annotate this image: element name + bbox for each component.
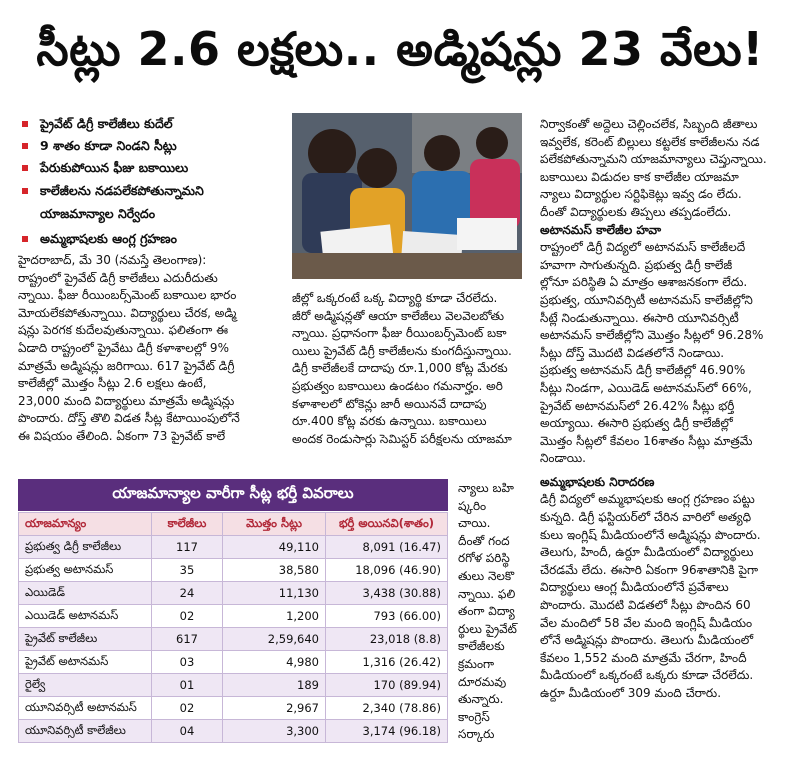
text-line: అటానమస్ కాలేజీల్లోని మొత్తం సీట్లలో 96.28% <box>540 328 764 343</box>
text-line: ఇవ్వలేక, కరెంట్ బిల్లులు కట్టలేక కాలేజీలను నడ <box>540 134 760 149</box>
bullet-square-icon <box>22 121 28 127</box>
table-row: ప్రభుత్వ అటానమస్ 35 38,580 18,096 (46.90) <box>19 559 448 582</box>
text-line: జీల్లో ఒక్కరంటే ఒక్క విద్యార్థి కూడా చేరలేదు. <box>292 291 498 305</box>
table-header-row <box>19 513 448 536</box>
text-line: హవాగా సాగుతున్నది. ప్రభుత్వ డిగ్రీ కాలేజీ <box>540 257 733 272</box>
text-line: చేరడమే లేదు. ఈసారి ఏకంగా 96శాతానికి పైగా <box>540 562 759 577</box>
table-row: ప్రైవేట్ అటానమస్ 03 4,980 1,316 (26.42) <box>19 651 448 674</box>
text-line: న్నాయి. ఫలి <box>458 586 516 601</box>
table-row: యూనివర్సిటీ కాలేజీలు 04 3,300 3,174 (96.18) <box>19 720 448 743</box>
text-line: దీంతో గంద <box>458 533 510 548</box>
text-line: చాయి. <box>458 516 491 531</box>
text-line: యిలు ప్రైవేట్ డిగ్రీ కాలేజీలను కుంగదీస్తున్నాయి. <box>292 343 512 358</box>
text-line: కేవలం 1,552 మంది మాత్రమే చేరగా, హిందీ <box>540 650 747 665</box>
text-line: పొందారు. మొదటి విడతలో సీట్లు పొందిన 60 <box>540 598 751 613</box>
bullet-item-continued: యాజమాన్యాల నిర్వేదం <box>40 206 156 221</box>
text-line: జీరో అడ్మిషన్లతో ఆయా కాలేజీలు వెలవెలబోతు <box>292 308 504 323</box>
text-line: ప్రభుత్వం బకాయిలు ఉండటం గమనార్హం. అరి <box>292 378 503 393</box>
text-line: న్యాలు విద్యార్థుల సర్టిఫికెట్లు ఇవ్వ డం లేదు. <box>540 187 742 202</box>
text-line: తులు నెలకొ <box>458 568 515 583</box>
bullet-square-icon <box>22 165 28 171</box>
text-line: తెలుగు, హిందీ, ఉర్దూ మీడియంలో విద్యార్థులు <box>540 545 754 560</box>
text-line: న్నాయి. ప్రధానంగా ఫీజు రీయింబర్స్‌మెంట్ బకా <box>292 326 507 341</box>
table-row: ప్రైవేట్ కాలేజీలు 617 2,59,640 23,018 (8.8) <box>19 628 448 651</box>
text-line: తంగా విద్యా <box>458 604 515 619</box>
text-line: సీట్లే నిండుతున్నాయి. ఈసారి యూనివర్సిటీ <box>540 310 739 325</box>
text-line: హైదరాబాద్, మే 30 (నమస్తే తెలంగాణ): <box>18 253 207 267</box>
bullet-square-icon <box>22 143 28 149</box>
bullet-item: అమ్మభాషలకు ఆంగ్ల గ్రహణం <box>22 231 272 247</box>
text-line: ష్కరిం <box>458 498 487 513</box>
text-line: కాలేజీలకు <box>458 639 505 654</box>
text-line: కళాశాలలో టోకెన్లు జారీ అయినవే దాదాపు <box>292 396 487 411</box>
text-line: క్రమంగా <box>458 656 495 671</box>
text-line: పొందారు. దోస్త్ తొలి విడత సీట్ల కేటాయింపులోనే <box>18 411 240 426</box>
text-line: డిగ్రీ కాలేజీలకే దాదాపు రూ.1,000 కోట్ల మేరకు <box>292 361 508 376</box>
text-line: రగోళ పరిస్థి <box>458 551 510 566</box>
text-line: బకాయిలు విడుదల కాక కాలేజీల యాజమా <box>540 169 739 184</box>
text-line: 23,000 మంది విద్యార్థులు మాత్రమే అడ్మిషన్లు <box>18 393 235 408</box>
text-line: మాత్రమే అడ్మిషన్లు జరిగాయి. 617 ప్రైవేట్ డిగ్రీ <box>18 358 235 373</box>
article-column-3 <box>540 116 785 703</box>
table-row: ఎయిడెడ్ అటానమస్ 02 1,200 793 (66.00) <box>19 605 448 628</box>
text-line: షన్లు పెరగక కుదేలవుతున్నాయి. ఫలితంగా ఈ <box>18 323 228 338</box>
table-row: యూనివర్సిటీ అటానమస్ 02 2,967 2,340 (78.86) <box>19 697 448 720</box>
table-row: రైల్వే 01 189 170 (89.94) <box>19 674 448 697</box>
headline: సీట్లు 2.6 లక్షలు.. అడ్మిషన్లు 23 వేలు! <box>36 22 764 76</box>
subheading-autonomous: అటానమస్ కాలేజీల హవా <box>540 222 662 237</box>
text-line: కులు ఇంగ్లిష్ మీడియంలోనే అడ్మిషన్లు పొందారు. <box>540 527 761 542</box>
text-line: ల్లోనూ పరిస్థితి ఏ మాత్రం ఆశాజనకంగా లేదు. <box>540 275 748 290</box>
text-line: ప్రైవేట్ అటానమస్‌లో 26.42% సీట్లు భర్తీ <box>540 398 735 413</box>
text-line: వేల మందిలో 58 వేల మంది ఇంగ్లిష్ మీడియం <box>540 615 753 630</box>
text-line: న్యాలు బహి <box>458 481 514 495</box>
text-line: సీట్లు దోస్త్ మొదటి విడతలోనే నిండాయి. <box>540 345 725 360</box>
text-line: ప్రభుత్వ, యూనివర్సిటీ అటానమస్ కాలేజీల్లోని <box>540 292 753 307</box>
text-line: న్నాయి. ఫీజు రీయింబర్స్‌మెంట్ బకాయిల భారం <box>18 288 237 303</box>
text-line: లోనే అడ్మిషన్లు పొందారు. తెలుగు మీడియంలో <box>540 633 754 648</box>
bullet-item: 9 శాతం కూడా నిండని సీట్లు <box>22 138 272 154</box>
text-line: తున్నారు. <box>458 692 504 707</box>
text-line: విద్యార్థులు ఆంగ్ల మీడియంలోనే ప్రవేశాలు <box>540 580 729 595</box>
text-line: కాంగ్రెస్ <box>458 709 490 724</box>
text-line: సర్కారు <box>458 727 495 742</box>
text-line: మోయలేకపోతున్నాయి. విద్యార్థులు చేరక, అడ్మి <box>18 305 237 320</box>
students-photo <box>292 113 522 279</box>
article-column-1 <box>18 252 286 446</box>
text-line: రాష్ట్రంలో ప్రైవేట్ డిగ్రీ కాలేజీలు ఎదురీదుతు <box>18 270 218 285</box>
text-line: మీడియంలో ఒక్కరంటే ఒక్కరు కూడా చేరలేదు. <box>540 668 754 683</box>
bullet-item: కాలేజీలను నడపలేకపోతున్నామని <box>22 183 272 199</box>
text-line: ప్రభుత్వ అటానమస్ డిగ్రీ కాలేజీల్లో 46.90% <box>540 363 746 378</box>
article-column-2-narrow <box>458 480 536 744</box>
text-line: ఉర్దూ మీడియంలో 309 మంది చేరారు. <box>540 686 722 700</box>
text-line: ఈ విషయం తేలింది. ఏకంగా 73 ప్రైవేట్ కాలే <box>18 428 226 443</box>
header-colleges: కాలేజీలు <box>152 513 223 536</box>
seats-table <box>18 512 448 743</box>
bullet-item: పేరుకుపోయిన ఫీజు బకాయిలు <box>22 160 272 176</box>
text-line: అందక రెండుసార్లు సెమిస్టర్ పరీక్షలను యాజమా <box>292 431 512 446</box>
table-row: ఎయిడెడ్ 24 11,130 3,438 (30.88) <box>19 582 448 605</box>
text-line: డిగ్రీ విద్యలో అమ్మభాషలకు ఆంగ్ల గ్రహణం పట్టు <box>540 492 755 507</box>
text-line: రాష్ట్రంలో డిగ్రీ విద్యలో అటానమస్ కాలేజీలదే <box>540 240 746 255</box>
text-line: దీంతో విద్యార్థులకు తిప్పలు తప్పడంలేదు. <box>540 204 732 219</box>
article-column-2 <box>292 290 528 448</box>
header-filled: భర్తీ అయినవి(శాతం) <box>326 513 448 536</box>
text-line: పలేకపోతున్నామని యాజమాన్యాలు చెప్తున్నాయి. <box>540 152 767 167</box>
subheading-mother-tongue: అమ్మభాషలకు నిరాదరణ <box>540 474 655 489</box>
text-line: కాలేజీల్లో మొత్తం సీట్లు 2.6 లక్షలు ఉంటే, <box>18 376 207 391</box>
header-total-seats: మొత్తం సీట్లు <box>223 513 326 536</box>
table-row: ప్రభుత్వ డిగ్రీ కాలేజీలు 117 49,110 8,091 (16.47) <box>19 536 448 559</box>
bullet-item: ప్రైవేట్ డిగ్రీ కాలేజీలు కుదేల్ <box>22 116 272 132</box>
text-line: సీట్లు నిండగా, ఎయిడెడ్ అటానమస్‌లో 66%, <box>540 380 752 395</box>
text-line: మొత్తం సీట్లలో కేవలం 16శాతం సీట్లు మాత్రమే <box>540 433 753 448</box>
table-title: యాజమాన్యాల వారీగా సీట్ల భర్తీ వివరాలు <box>18 479 448 511</box>
text-line: కున్నది. డిగ్రీ ఫస్టియర్‌లో చేరిన వారిలో అత్యధి <box>540 510 752 525</box>
text-line: ర్థులు ప్రైవేట్ <box>458 621 517 636</box>
text-line: నిండాయి. <box>540 451 586 466</box>
text-line: రూ.400 కోట్ల వరకు ఉన్నాయి. బకాయిలు <box>292 414 487 429</box>
bullet-square-icon <box>22 236 28 242</box>
text-line: నిర్వాకంతో అద్దెలు చెల్లించలేక, సిబ్బంది జీతాలు <box>540 117 758 131</box>
text-line: దూరమవు <box>458 674 507 689</box>
bullet-square-icon <box>22 188 28 194</box>
students-illustration-icon <box>292 113 522 279</box>
header-management: యాజమాన్యం <box>19 513 152 536</box>
text-line: అయ్యాయి. ఈసారి ప్రభుత్వ డిగ్రీ కాలేజీల్లో <box>540 416 733 431</box>
text-line: ఏడాది రాష్ట్రంలో ప్రైవేటు డిగ్రీ కళాశాలల్లో 9% <box>18 340 229 355</box>
